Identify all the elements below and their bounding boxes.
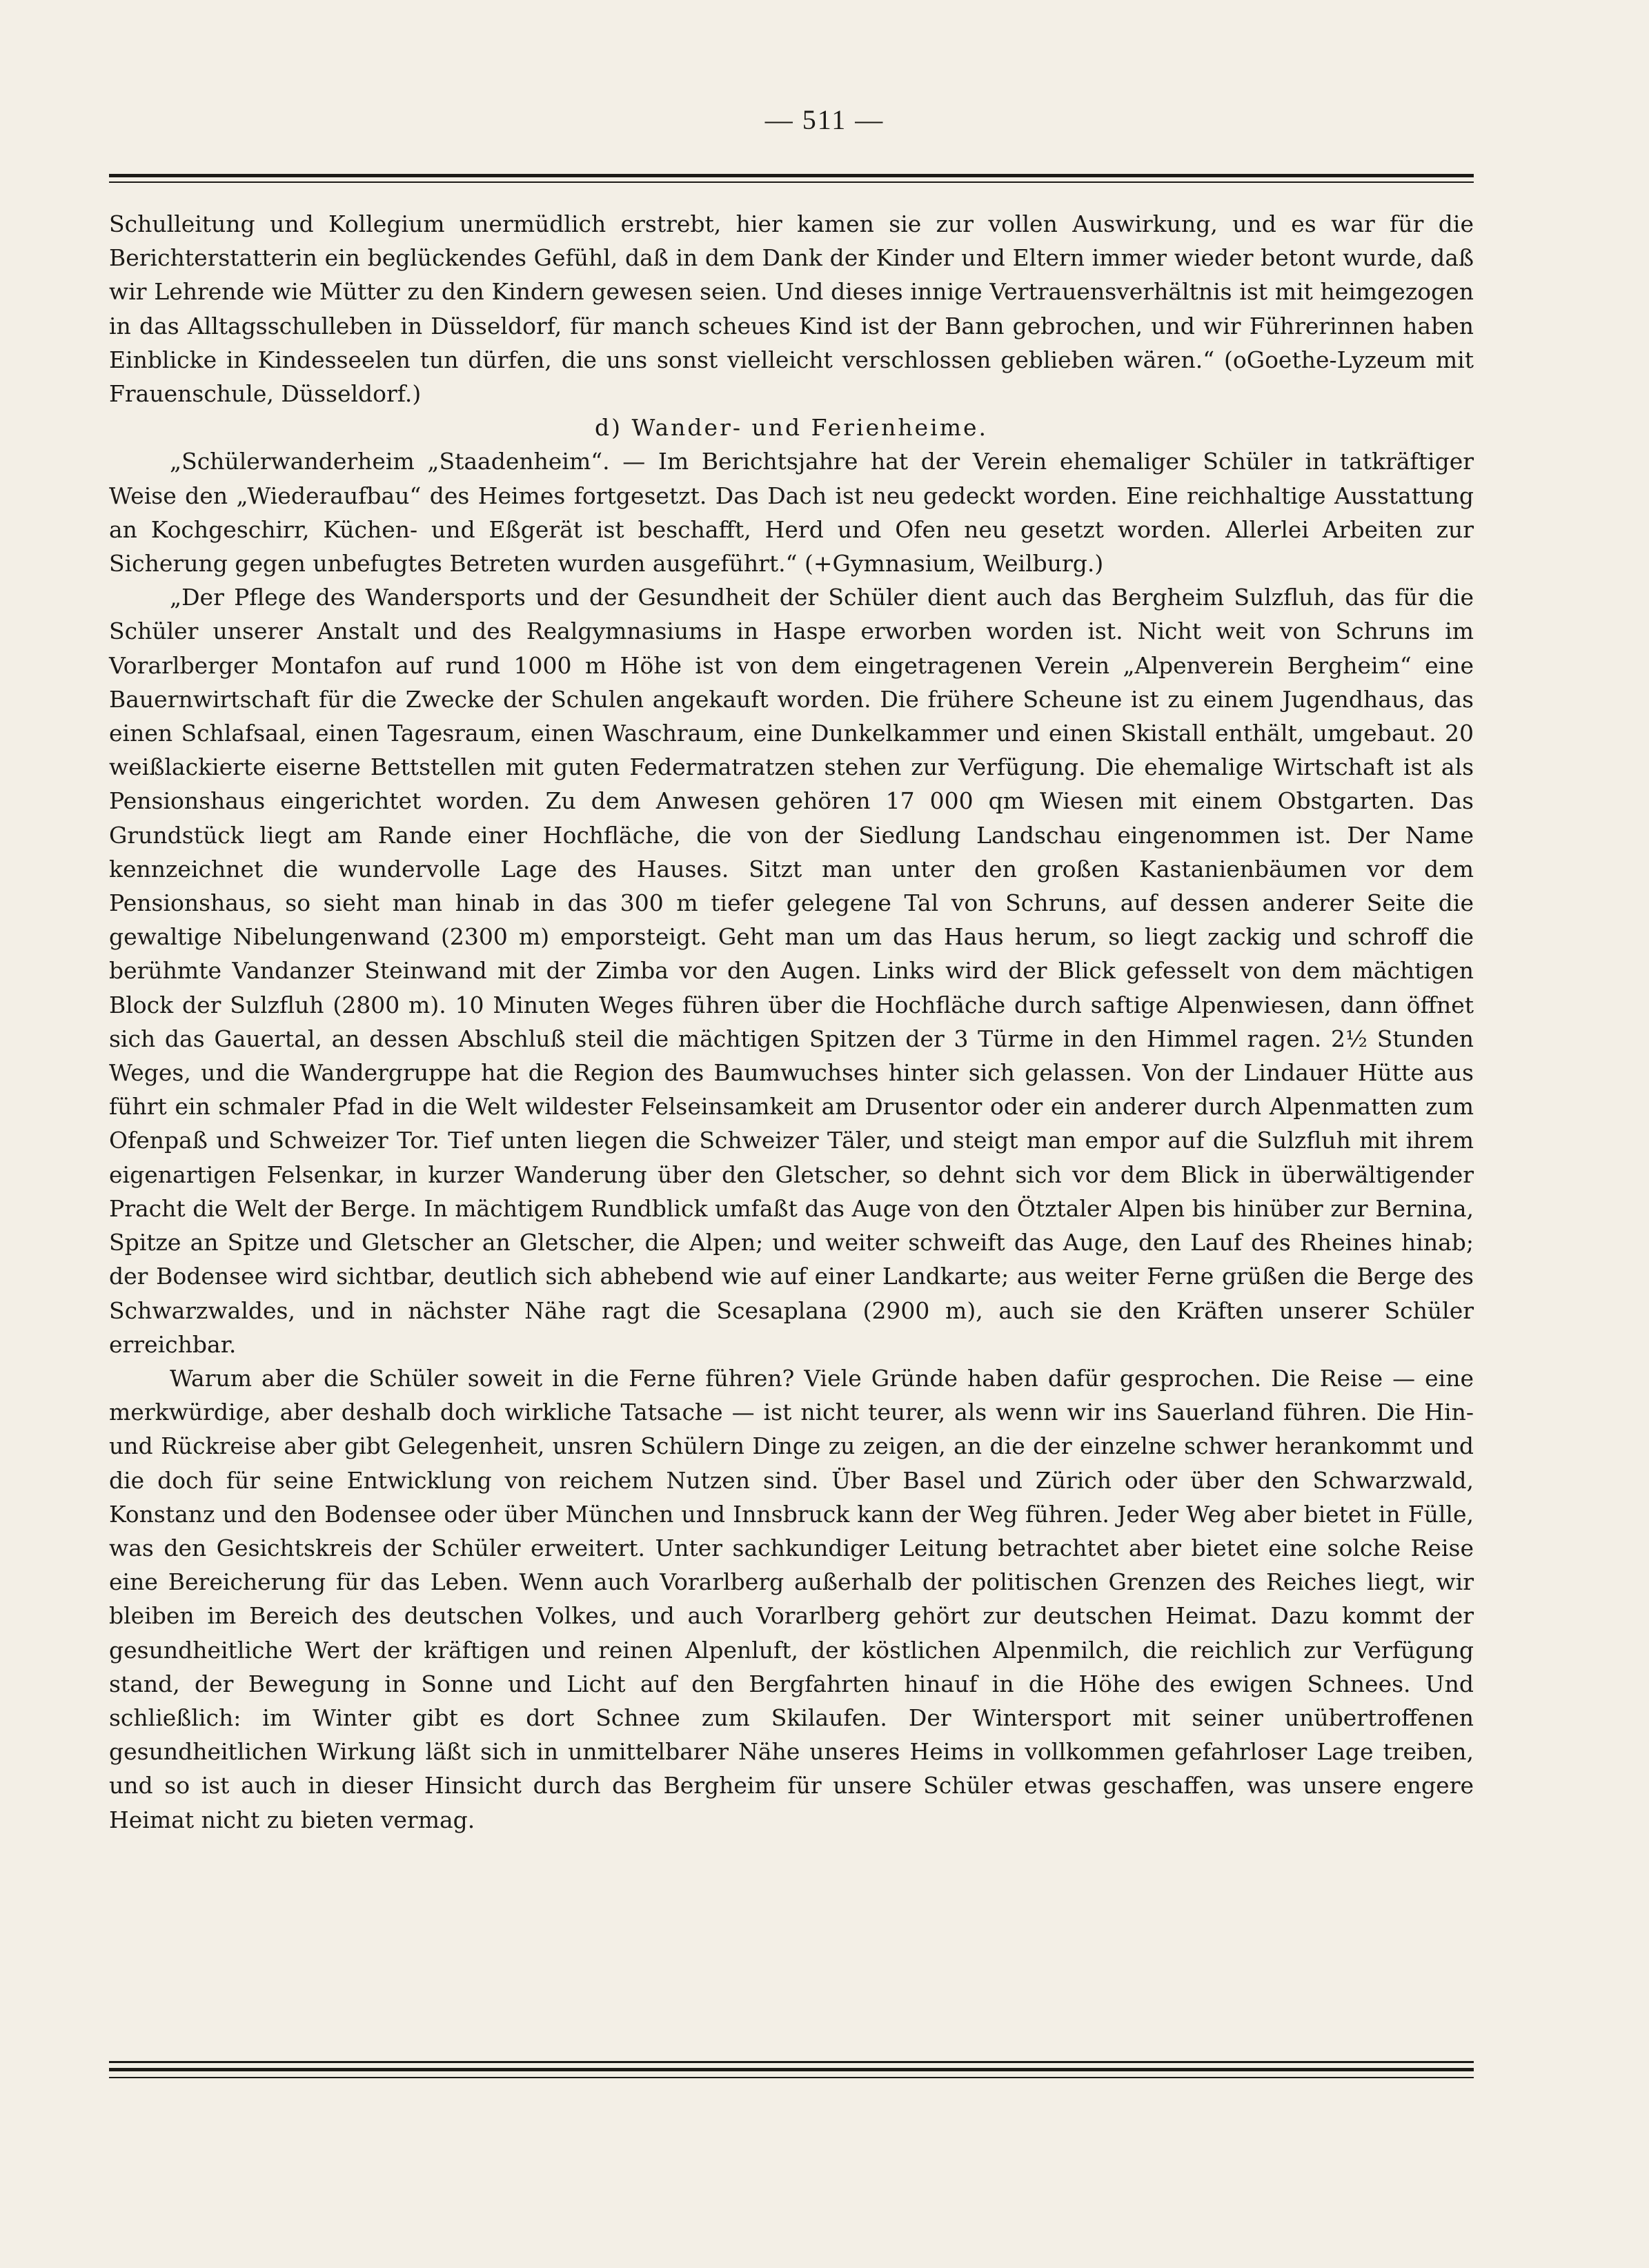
header-rule-thin (109, 181, 1474, 183)
paragraph-reasons: Warum aber die Schüler soweit in die Ferne führen? Viele Gründe haben dafür gesprochen. Die Reise — eine merkwürdige, aber deshalb doch wirkliche Tatsache — ist nicht teurer, als wenn wir ins Sauerland führen. Die Hin- und Rückreise aber gibt Gelegenheit, unsren Schülern Dinge zu zeigen, an die der einzelne schwer herankommt und die doch für seine Entwicklung von reichem Nutzen sind. Über Basel und Zürich oder über den Schwarzwald, Konstanz und den Bodensee oder über München und Innsbruck kann der Weg führen. Jeder Weg aber bietet in Fülle, was den Gesichtskreis der Schüler erweitert. Unter sachkundiger Leitung betrachtet aber bietet eine solche Reise eine Bereicherung für das Leben. Wenn auch Vorarlberg außerhalb der politischen Grenzen des Reiches liegt, wir bleiben im Bereich des deutschen Volkes, und auch Vorarlberg gehört zur deutschen Heimat. Dazu kommt der gesundheitliche Wert der kräftigen und reinen Alpenluft, der köstlichen Alpenmilch, die reichlich zur Verfügung stand, der Bewegung in Sonne und Licht auf den Bergfahrten hinauf in die Höhe des ewigen Schnees. Und schließlich: im Winter gibt es dort Schnee zum Skilaufen. Der Wintersport mit seiner unübertroffenen gesundheitlichen Wirkung läßt sich in unmittelbarer Nähe unseres Heims in vollkommen gefahrloser Lage treiben, und so ist auch in dieser Hinsicht durch das Bergheim für unsere Schüler etwas geschaffen, was unsere engere Heimat nicht zu bieten vermag. (109, 1364, 1474, 1833)
paragraph-continuation: Schulleitung und Kollegium unermüdlich erstrebt, hier kamen sie zur vollen Auswirkung, und es war für die Berichterstatterin ein beglückendes Gefühl, daß in dem Dank der Kinder und Eltern immer wieder betont wurde, daß wir Lehrende wie Mütter zu den Kindern gewesen seien. Und dieses innige Vertrauensverhältnis ist mit heimgezogen in das Alltagsschulleben in Düsseldorf, für manch scheues Kind ist der Bann gebrochen, und wir Führerinnen haben Einblicke in Kindesseelen tun dürfen, die uns sonst vielleicht verschlossen geblieben wären.“ (oGoethe-Lyzeum mit Frauenschule, Düsseldorf.) (109, 210, 1474, 408)
footer-rule-thin (109, 2061, 1474, 2063)
paragraph-staadenheim: „Schülerwanderheim „Staadenheim“. — Im Berichtsjahre hat der Verein ehemaliger Schüler in tatkräftiger Weise den „Wiederaufbau“ des Heimes fortgesetzt. Das Dach ist neu gedeckt worden. Eine reichhaltige Ausstattung an Kochgeschirr, Küchen- und Eßgerät ist beschafft, Herd und Ofen neu gesetzt worden. Allerlei Arbeiten zur Sicherung gegen unbefugtes Betreten wurden ausgeführt.“ (+Gymnasium, Weilburg.) (109, 448, 1474, 578)
section-heading: d) Wander- und Ferienheime. (594, 414, 989, 442)
page-number: — 511 — (764, 104, 885, 135)
footer-rule-thin-lower (109, 2077, 1474, 2078)
body-text (109, 207, 1474, 1837)
footer-rule-thick (109, 2068, 1474, 2071)
header-rule (109, 174, 1474, 177)
paragraph-bergheim-sulzfluh: „Der Pflege des Wandersports und der Gesundheit der Schüler dient auch das Bergheim Sulzfluh, das für die Schüler unserer Anstalt und des Realgymnasiums in Haspe erworben worden ist. Nicht weit von Schruns im Vorarlberger Montafon auf rund 1000 m Höhe ist von dem eingetragenen Verein „Alpenverein Bergheim“ eine Bauernwirtschaft für die Zwecke der Schulen angekauft worden. Die frühere Scheune ist zu einem Jugendhaus, das einen Schlafsaal, einen Tagesraum, einen Waschraum, eine Dunkelkammer und einen Skistall enthält, umgebaut. 20 weißlackierte eiserne Bettstellen mit guten Federmatratzen stehen zur Verfügung. Die ehemalige Wirtschaft ist als Pensionshaus eingerichtet worden. Zu dem Anwesen gehören 17 000 qm Wiesen mit einem Obstgarten. Das Grundstück liegt am Rande einer Hochfläche, die von der Siedlung Landschau eingenommen ist. Der Name kennzeichnet die wundervolle Lage des Hauses. Sitzt man unter den großen Kastanienbäumen vor dem Pensionshaus, so sieht man hinab in das 300 m tiefer gelegene Tal von Schruns, auf dessen anderer Seite die gewaltige Nibelungenwand (2300 m) emporsteigt. Geht man um das Haus herum, so liegt zackig und schroff die berühmte Vandanzer Steinwand mit der Zimba vor den Augen. Links wird der Blick gefesselt von dem mächtigen Block der Sulzfluh (2800 m). 10 Minuten Weges führen über die Hochfläche durch saftige Alpenwiesen, dann öffnet sich das Gauertal, an dessen Abschluß steil die mächtigen Spitzen der 3 Türme in den Himmel ragen. 2½ Stunden Weges, und die Wandergruppe hat die Region des Baumwuchses hinter sich gelassen. Von der Lindauer Hütte aus führt ein schmaler Pfad in die Welt wildester Felseinsamkeit am Drusentor oder ein anderer durch Alpenmatten zum Ofenpaß und Schweizer Tor. Tief unten liegen die Schweizer Täler, und steigt man empor auf die Sulzfluh mit ihrem eigenartigen Felsenkar, in kurzer Wanderung über den Gletscher, so dehnt sich vor dem Blick in überwältigender Pracht die Welt der Berge. In mächtigem Rundblick umfaßt das Auge von den Ötztaler Alpen bis hinüber zur Bernina, Spitze an Spitze und Gletscher an Gletscher, die Alpen; und weiter schweift das Auge, den Lauf des Rheines hinab; der Bodensee wird sichtbar, deutlich sich abhebend wie auf einer Landkarte; aus weiter Ferne grüßen die Berge des Schwarzwaldes, und in nächster Nähe ragt die Scesaplana (2900 m), auch sie den Kräften unserer Schüler erreichbar. (109, 584, 1474, 1358)
